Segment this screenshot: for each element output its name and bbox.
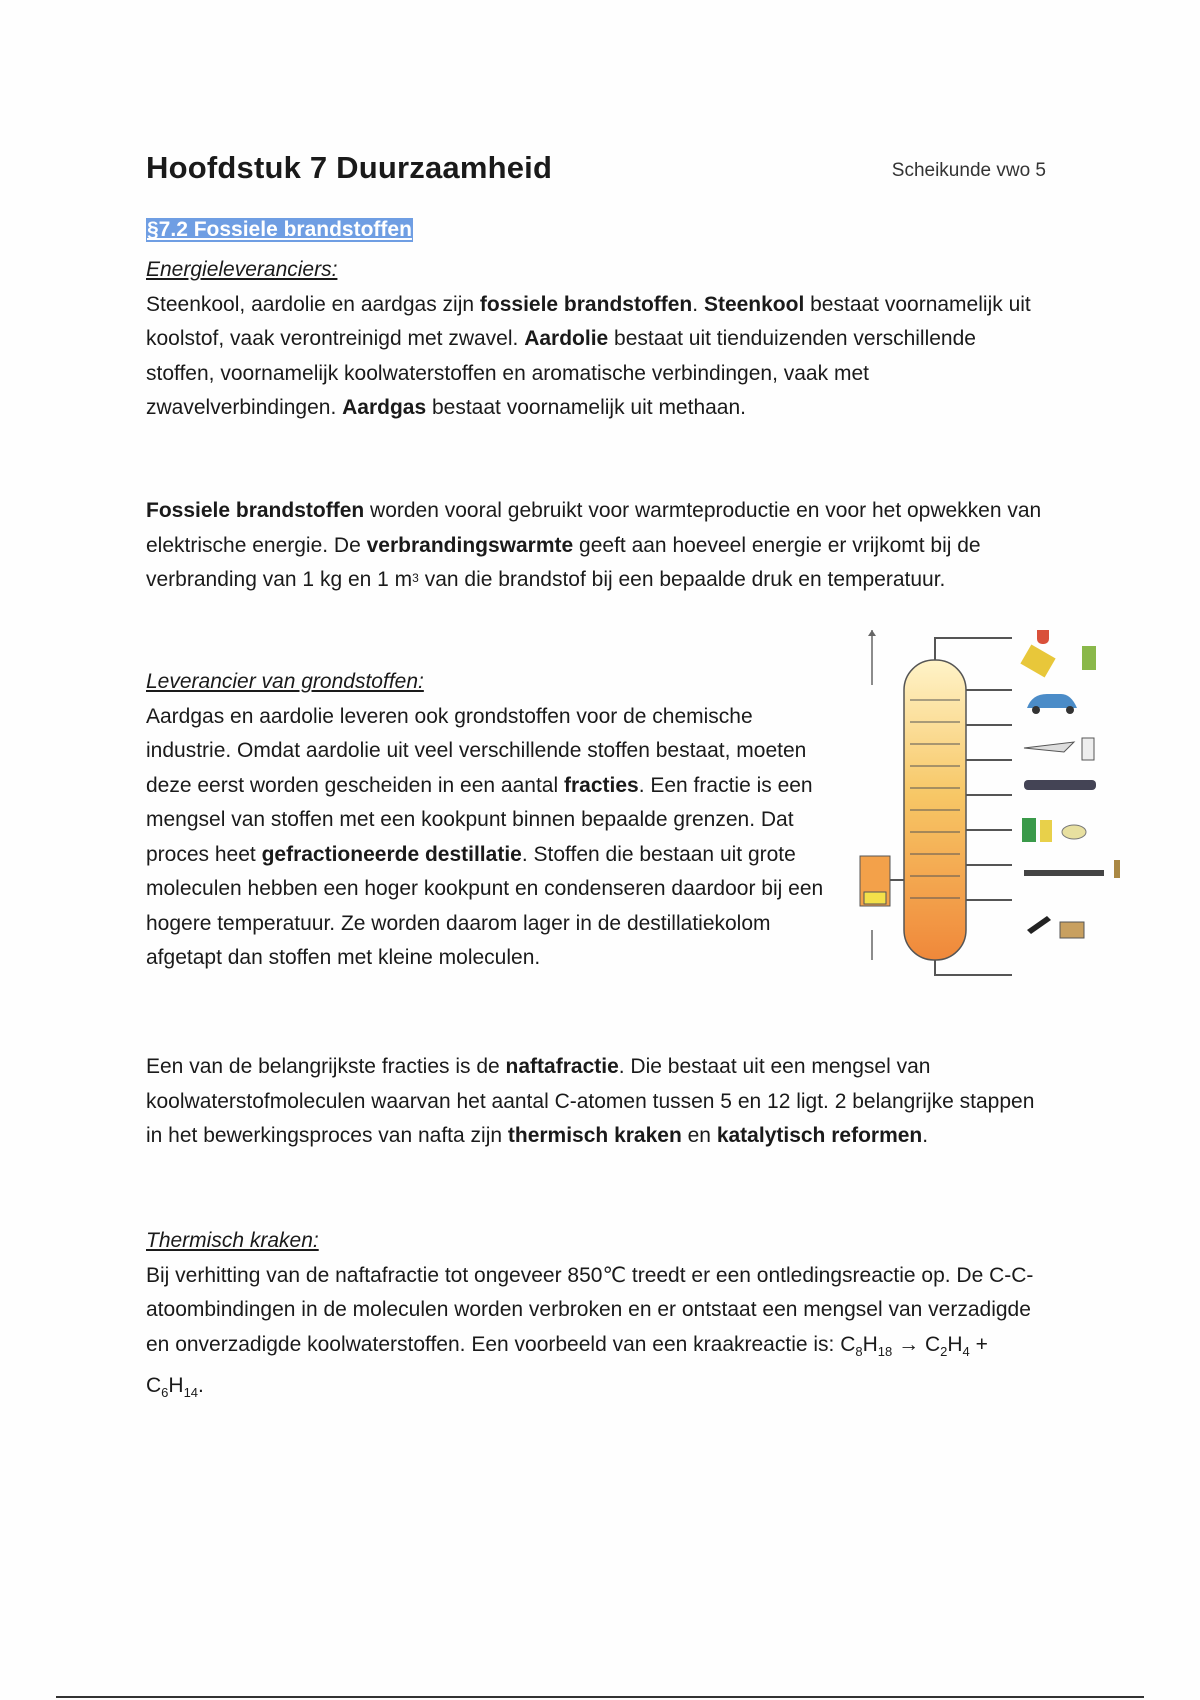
furnace-burner — [864, 892, 886, 904]
nafta-bold-1: naftafractie — [505, 1055, 619, 1078]
eq-carbon-2: C — [924, 1332, 941, 1356]
road-roller-icon — [1027, 916, 1051, 934]
eq-carbon-1: C — [840, 1332, 856, 1356]
candle-icon — [1062, 825, 1086, 839]
nafta-bold-2: thermisch kraken — [507, 1124, 682, 1147]
gebruik-bold-1: Fossiele brandstoffen — [146, 499, 365, 522]
eq-carbon-3: C — [146, 1374, 162, 1398]
eq-arrow: → — [892, 1332, 925, 1356]
nafta-paragraph — [146, 1050, 1046, 1154]
grondstoffen-bold-2: gefractioneerde destillatie — [261, 842, 522, 866]
energie-text-4: bestaat uit tienduizenden verschillende stoffen, voornamelijk koolwaterstoffen en aromatische verbindingen, vaak met zwavelverbindingen. — [146, 327, 976, 419]
energie-heading: Energieleveranciers: — [146, 258, 338, 281]
footer-divider — [56, 1696, 1144, 1698]
ship-icon — [1024, 870, 1104, 876]
energie-bold-3: Aardolie — [524, 327, 609, 350]
nafta-text-1: Een van de belangrijkste fracties is de — [146, 1055, 506, 1078]
eq-sub-2: 18 — [877, 1343, 893, 1359]
nafta-bold-3: katalytisch reformen — [716, 1124, 923, 1147]
subject-label: Scheikunde vwo 5 — [891, 160, 1046, 181]
gebruik-paragraph — [146, 494, 1046, 598]
wax-icon — [1040, 820, 1052, 842]
chemicals-icon — [1020, 644, 1055, 677]
eq-sub-4: 4 — [962, 1343, 970, 1359]
eq-end: . — [198, 1374, 204, 1398]
eq-hydrogen-1: H — [862, 1332, 878, 1356]
eq-sub-6: 14 — [183, 1385, 199, 1401]
energie-bold-1: fossiele brandstoffen — [479, 292, 693, 316]
grondstoffen-heading: Leverancier van grondstoffen: — [146, 670, 424, 693]
grondstoffen-bold-1: fracties — [563, 773, 639, 797]
fuel-can-icon — [1082, 738, 1094, 760]
lubricant-icon — [1022, 818, 1036, 842]
eq-plus: + — [969, 1332, 988, 1356]
eq-sub-5: 6 — [161, 1385, 169, 1401]
eq-hydrogen-3: H — [168, 1374, 184, 1398]
grondstoffen-paragraph — [146, 665, 836, 976]
energie-bold-4: Aardgas — [342, 396, 427, 419]
gebruik-text-3: van die brandstof bij een bepaalde druk en temperatuur. — [418, 568, 946, 591]
kraken-text-1: Bij verhitting van de naftafractie tot ongeveer 850℃ treedt er een ontledingsreactie op. De C-C-atoombindingen in de moleculen worden verbroken en er ontstaat een mengsel van verzadigde en onverzadigde koolwaterstoffen. Een voorbeeld van een kraakreactie is: — [146, 1263, 1034, 1356]
airplane-icon — [1024, 742, 1074, 752]
car-icon — [1027, 694, 1077, 708]
energie-text-3: bestaat voornamelijk uit koolstof, vaak verontreinigd met zwavel. — [146, 292, 1031, 350]
eq-hydrogen-2: H — [947, 1332, 963, 1356]
energie-bold-2: Steenkool — [703, 292, 805, 316]
grondstoffen-text-2: . Een fractie is een mengsel van stoffen met een kookpunt binnen bepaalde grenzen. Dat proces heet — [146, 773, 813, 866]
train-icon — [1024, 780, 1096, 790]
gas-bottle-icon — [1037, 630, 1049, 644]
grondstoffen-text-1: Aardgas en aardolie leveren ook grondstoffen voor de chemische industrie. Omdat aardolie uit veel verschillende stoffen bestaat, moeten deze eerst worden gescheiden in een aantal — [146, 704, 807, 797]
energie-paragraph — [146, 253, 1046, 426]
up-arrow-head — [868, 630, 876, 636]
bitumen-icon — [1060, 922, 1084, 938]
gebruik-text-2: geeft aan hoeveel energie er vrijkomt bij de verbranding van 1 kg en 1 m — [146, 533, 981, 591]
kraken-paragraph — [146, 1224, 1046, 1411]
nafta-text-4: . — [922, 1124, 929, 1147]
eq-sub-1: 8 — [855, 1343, 863, 1359]
chapter-title: Hoofdstuk 7 Duurzaamheid — [146, 150, 553, 185]
grondstoffen-text-3: . Stoffen die bestaan uit grote moleculen hebben een hoger kookpunt en condenseren daardoor bij een hogere temperatuur. Ze worden daarom lager in de destillatiekolom afgetapt dan stoffen met kleine moleculen. — [146, 842, 824, 969]
section-title: §7.2 Fossiele brandstoffen — [147, 218, 412, 241]
nafta-text-3: en — [681, 1124, 717, 1147]
nafta-text-2: . Die bestaat uit een mengsel van koolwaterstofmoleculen waarvan het aantal C-atomen tussen 5 en 12 ligt. 2 belangrijke stappen in het bewerkingsproces van nafta zijn — [146, 1055, 1035, 1147]
factory-icon — [1114, 860, 1120, 878]
page-header — [146, 150, 1046, 190]
gebruik-bold-2: verbrandingswarmte — [366, 533, 574, 557]
gebruik-text-1: worden vooral gebruikt voor warmteproductie en voor het opwekken van elektrische energie. De — [146, 499, 1042, 557]
energie-text-2: . — [692, 292, 704, 316]
eq-sub-3: 2 — [940, 1343, 948, 1359]
kraken-heading: Thermisch kraken: — [146, 1229, 319, 1252]
gebruik-superscript: 3 — [412, 571, 419, 585]
bottle-icon — [1082, 646, 1096, 670]
distillation-column-figure — [852, 630, 1184, 1000]
energie-text-1: Steenkool, aardolie en aardgas zijn — [146, 292, 480, 316]
energie-text-5: bestaat voornamelijk uit methaan. — [426, 396, 746, 419]
